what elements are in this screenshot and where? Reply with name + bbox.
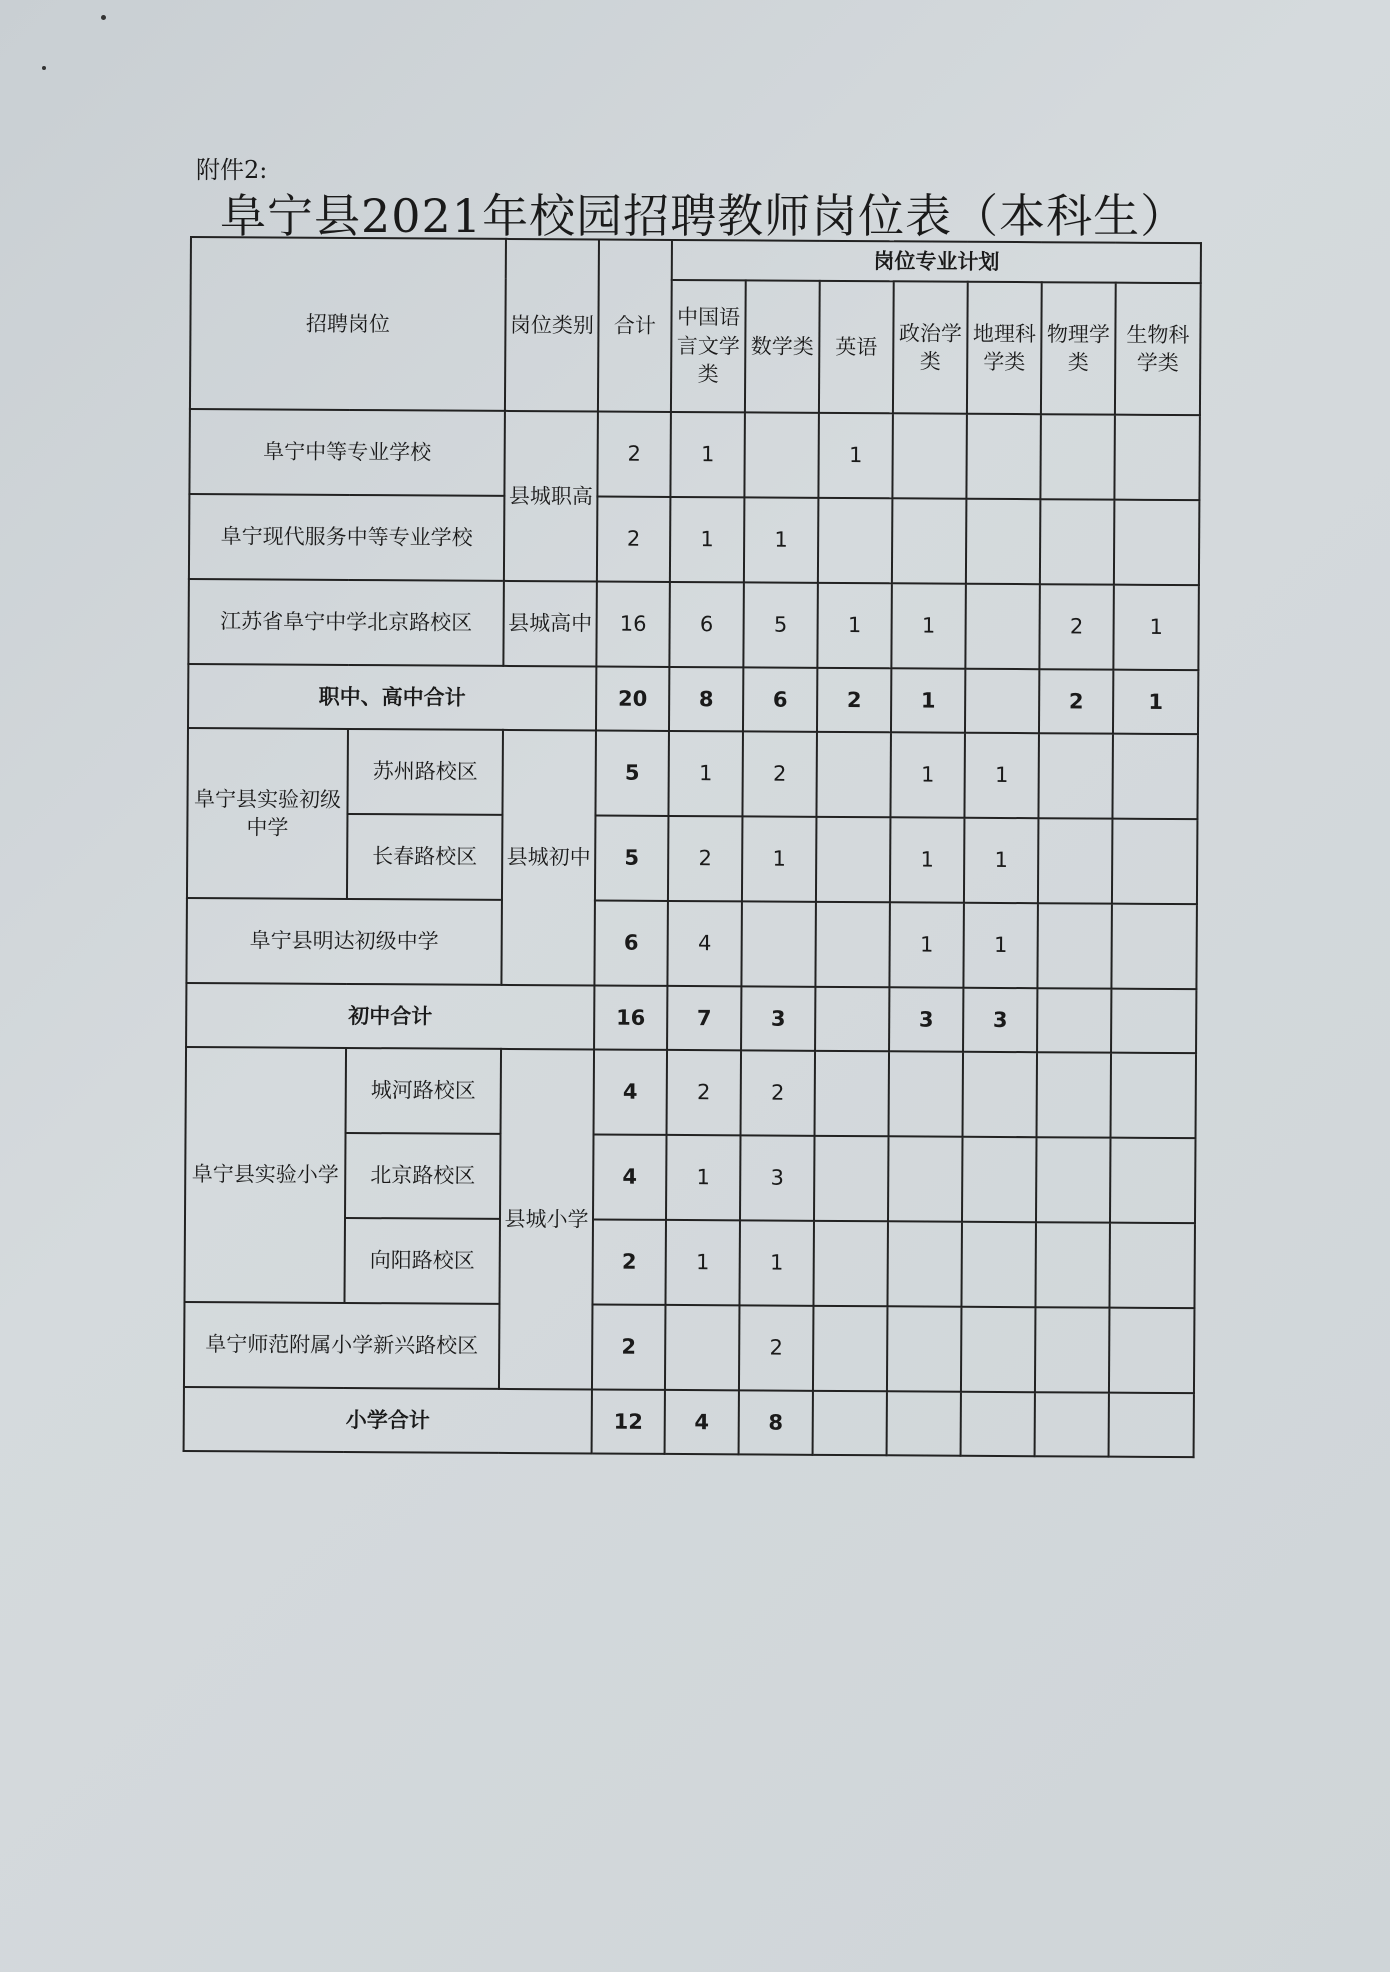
school-name: 阜宁师范附属小学新兴路校区	[184, 1302, 500, 1389]
row-total: 16	[596, 581, 670, 666]
cell: 1	[891, 583, 966, 668]
cell	[813, 1306, 888, 1391]
cell	[818, 498, 893, 583]
cell: 1	[739, 1220, 814, 1305]
cell	[1114, 500, 1200, 586]
table-row	[189, 409, 1200, 500]
cell	[1111, 1053, 1197, 1139]
dust-speck	[42, 66, 46, 70]
cell	[1109, 1393, 1194, 1458]
cell	[887, 1306, 962, 1391]
header-subject: 生物科学类	[1115, 283, 1201, 416]
cell	[813, 1391, 887, 1455]
subtotal-row	[188, 664, 1198, 734]
cell: 8	[739, 1390, 813, 1454]
cell: 2	[1039, 584, 1114, 669]
cell: 2	[741, 1050, 816, 1135]
school-name: 阜宁县明达初级中学	[186, 898, 502, 985]
cell: 1	[890, 817, 965, 902]
row-total: 4	[594, 1049, 668, 1134]
cell	[1037, 1052, 1112, 1137]
cell: 1	[1113, 585, 1199, 671]
cell: 1	[744, 497, 819, 582]
cell: 1	[889, 902, 964, 987]
cell	[962, 1137, 1037, 1222]
cell	[887, 1221, 962, 1306]
cell	[963, 1052, 1038, 1137]
cell	[744, 412, 819, 497]
row-total: 2	[592, 1219, 666, 1304]
campus-name: 苏州路校区	[347, 729, 503, 815]
table-row	[186, 898, 1197, 989]
dust-speck	[101, 15, 106, 20]
cell: 5	[743, 582, 818, 667]
cell	[889, 1051, 964, 1136]
subtotal-label: 小学合计	[184, 1387, 592, 1453]
cell	[815, 1051, 890, 1136]
cell: 3	[740, 1135, 815, 1220]
header-subject: 物理学类	[1041, 282, 1116, 414]
row-total: 5	[595, 730, 669, 815]
cell: 6	[743, 667, 817, 731]
cell: 1	[817, 583, 892, 668]
header-plan: 岗位专业计划	[672, 240, 1201, 283]
table-row	[188, 579, 1199, 670]
category-cell: 县城小学	[499, 1049, 594, 1390]
cell	[892, 498, 967, 583]
row-total: 2	[592, 1304, 666, 1389]
cell: 2	[1039, 669, 1113, 733]
category-cell: 县城初中	[501, 730, 596, 986]
subtotal-label: 职中、高中合计	[188, 664, 596, 730]
cell: 1	[742, 816, 817, 901]
cell: 1	[670, 497, 745, 582]
cell: 3	[741, 986, 815, 1050]
attachment-label: 附件2:	[196, 156, 268, 184]
campus-name: 城河路校区	[346, 1048, 502, 1134]
cell: 2	[667, 1050, 742, 1135]
cell: 4	[667, 901, 742, 986]
page-title: 阜宁县2021年校园招聘教师岗位表（本科生）	[220, 189, 1188, 243]
cell	[1111, 989, 1196, 1054]
cell	[961, 1392, 1035, 1456]
cell	[815, 902, 890, 987]
cell	[892, 413, 967, 498]
header-category: 岗位类别	[505, 239, 599, 412]
table-row	[184, 1302, 1195, 1393]
cell: 1	[666, 1135, 741, 1220]
header-total: 合计	[598, 239, 672, 411]
table-row	[189, 494, 1200, 585]
campus-name: 向阳路校区	[344, 1218, 500, 1304]
table-row	[187, 728, 1198, 819]
header-subject: 中国语言文学类	[671, 280, 746, 412]
cell: 4	[665, 1390, 739, 1454]
cell: 1	[964, 733, 1039, 818]
cell	[1111, 904, 1197, 990]
cell	[961, 1222, 1036, 1307]
campus-name: 长春路校区	[347, 814, 503, 900]
cell	[888, 1136, 963, 1221]
cell	[816, 732, 891, 817]
cell: 7	[667, 986, 741, 1050]
cell	[1037, 903, 1112, 988]
cell: 8	[669, 667, 743, 731]
cell: 1	[964, 818, 1039, 903]
category-cell: 县城高中	[503, 581, 597, 667]
row-total: 20	[596, 666, 669, 730]
category-cell: 县城职高	[504, 411, 598, 582]
header-subject: 数学类	[745, 280, 820, 412]
cell	[665, 1305, 740, 1390]
row-total: 5	[595, 815, 669, 900]
cell	[966, 499, 1041, 584]
cell: 2	[817, 668, 891, 732]
cell: 3	[963, 988, 1037, 1052]
header-subject: 英语	[819, 281, 894, 413]
cell: 2	[742, 731, 817, 816]
cell: 3	[889, 987, 963, 1051]
school-name: 江苏省阜宁中学北京路校区	[188, 579, 504, 666]
school-name: 阜宁中等专业学校	[189, 409, 505, 496]
row-total: 4	[593, 1134, 667, 1219]
cell	[815, 987, 889, 1051]
cell: 1	[665, 1220, 740, 1305]
cell	[813, 1221, 888, 1306]
cell	[965, 584, 1040, 669]
cell	[1114, 415, 1200, 501]
cell: 2	[739, 1305, 814, 1390]
header-subject: 政治学类	[893, 281, 968, 413]
row-total: 2	[597, 411, 671, 496]
school-name: 阜宁县实验初级中学	[187, 728, 348, 899]
table-row	[186, 1047, 1197, 1138]
cell	[1109, 1223, 1195, 1309]
header-row	[191, 237, 1201, 283]
cell	[1112, 734, 1198, 820]
cell	[814, 1136, 889, 1221]
header-position: 招聘岗位	[190, 237, 506, 411]
cell: 6	[669, 582, 744, 667]
cell	[1038, 733, 1113, 818]
cell	[1035, 1392, 1109, 1456]
cell	[741, 901, 816, 986]
subtotal-row	[186, 983, 1196, 1053]
cell: 1	[668, 731, 743, 816]
cell: 1	[891, 668, 965, 732]
cell	[966, 414, 1041, 499]
cell	[1112, 819, 1198, 905]
cell	[887, 1391, 961, 1455]
header-subject: 地理科学类	[967, 282, 1042, 414]
cell	[1040, 414, 1115, 499]
subtotal-row	[184, 1387, 1194, 1457]
cell: 1	[818, 413, 893, 498]
school-name: 阜宁县实验小学	[184, 1047, 346, 1303]
cell	[1038, 818, 1113, 903]
school-name: 阜宁现代服务中等专业学校	[189, 494, 505, 581]
cell: 1	[890, 732, 965, 817]
row-total: 16	[594, 985, 667, 1049]
cell	[1036, 1137, 1111, 1222]
cell	[1035, 1222, 1110, 1307]
cell	[961, 1307, 1036, 1392]
campus-name: 北京路校区	[345, 1133, 501, 1219]
cell: 2	[668, 816, 743, 901]
cell	[816, 817, 891, 902]
cell	[1109, 1308, 1195, 1394]
row-total: 6	[594, 900, 668, 985]
cell	[1110, 1138, 1196, 1224]
cell: 1	[1113, 670, 1198, 735]
cell	[1040, 499, 1115, 584]
subtotal-label: 初中合计	[186, 983, 594, 1049]
recruitment-table	[183, 236, 1203, 1458]
cell	[1037, 988, 1111, 1052]
cell	[965, 669, 1039, 733]
cell	[1035, 1307, 1110, 1392]
row-total: 12	[592, 1389, 665, 1453]
cell: 1	[963, 903, 1038, 988]
cell: 1	[670, 412, 745, 497]
row-total: 2	[597, 496, 671, 581]
